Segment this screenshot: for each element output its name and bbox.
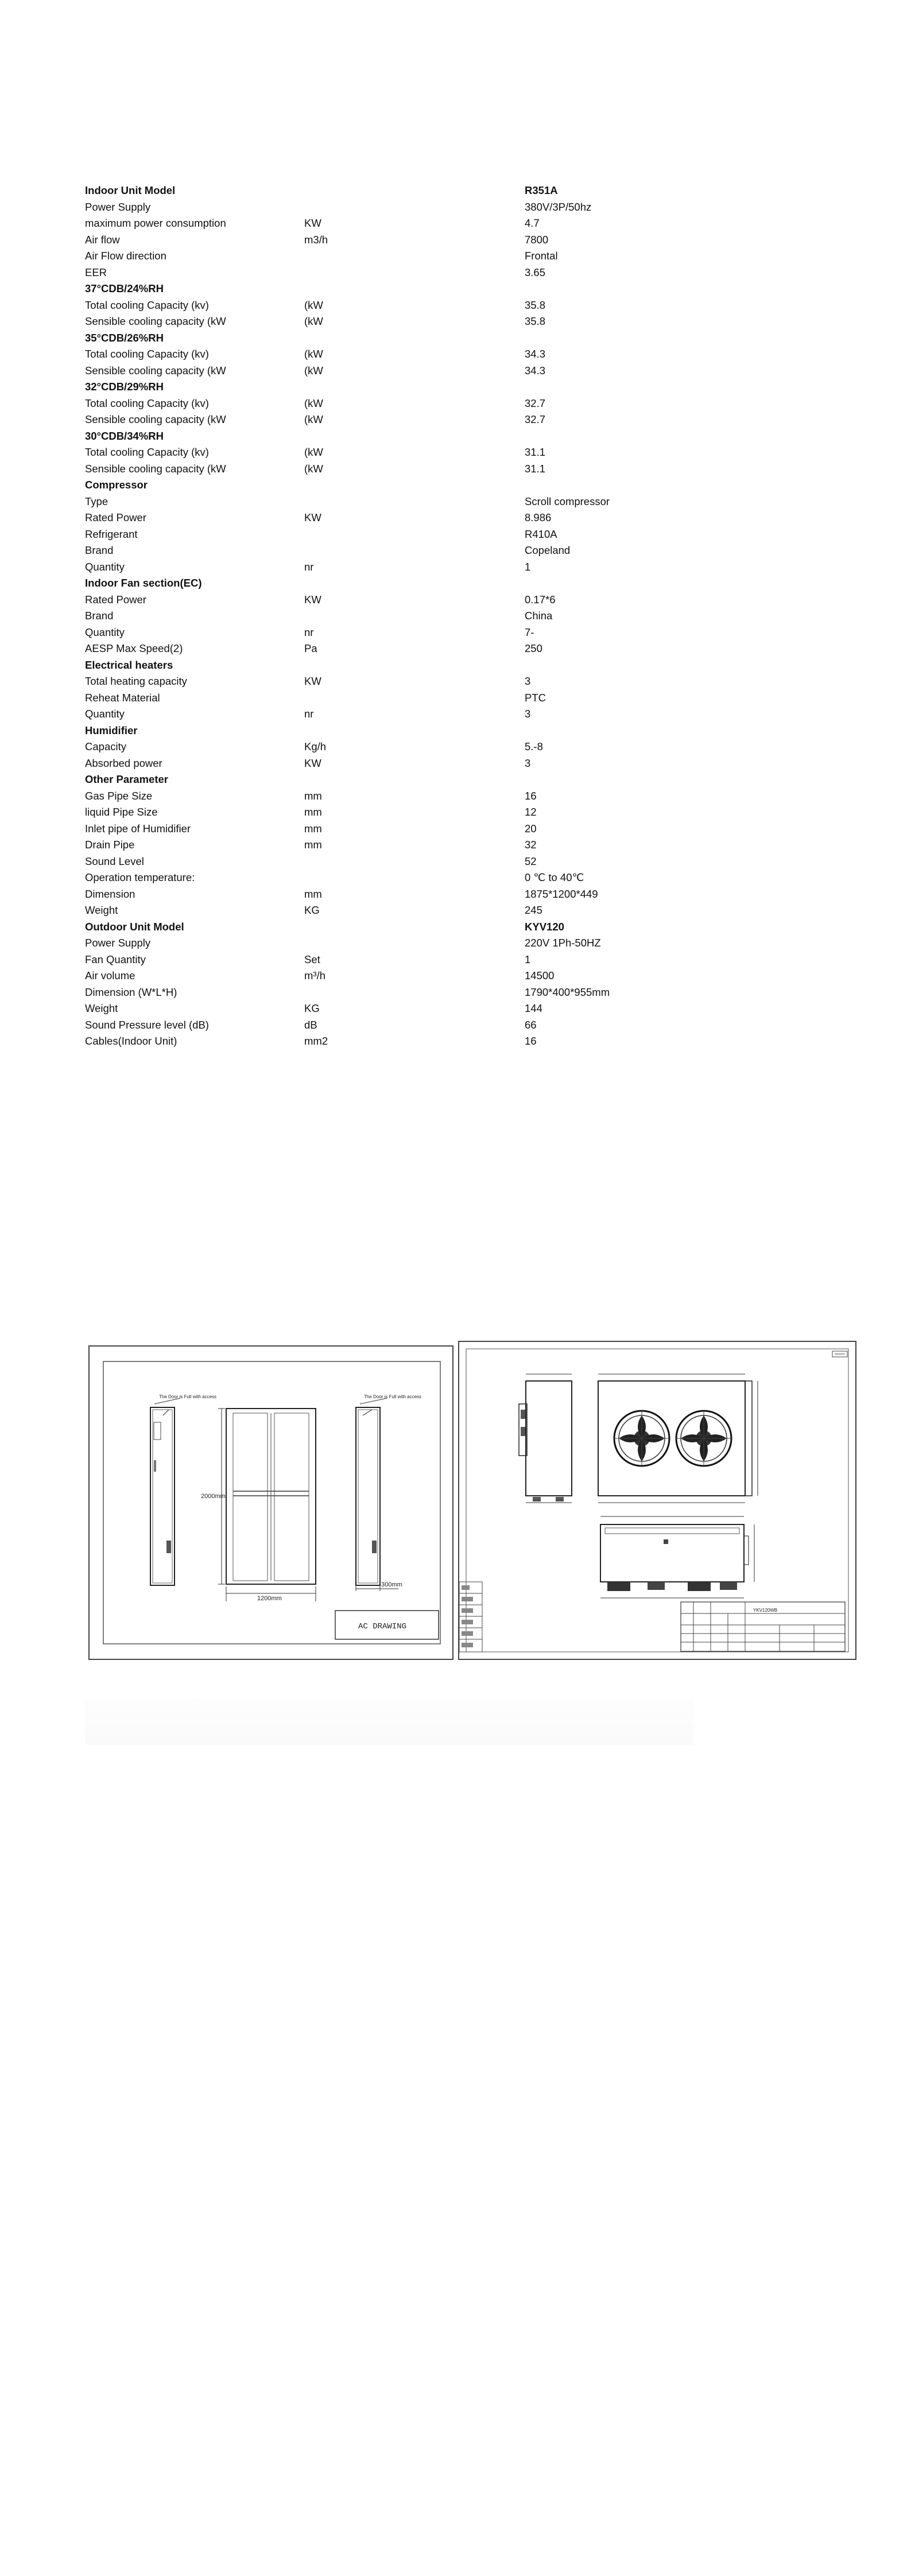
spec-label: Cables(Indoor Unit) bbox=[85, 1035, 177, 1047]
spec-unit: KW bbox=[304, 756, 321, 769]
spec-unit: Set bbox=[304, 953, 320, 965]
spec-unit: nr bbox=[304, 708, 314, 720]
section-header-row bbox=[85, 919, 659, 936]
spec-value: 31.1 bbox=[525, 446, 546, 458]
spec-unit: (kW bbox=[304, 397, 323, 409]
spec-row bbox=[85, 1017, 659, 1034]
spec-label: Capacity bbox=[85, 740, 126, 752]
spec-label: Power Supply bbox=[85, 200, 151, 213]
spec-value: 3 bbox=[525, 675, 531, 687]
spec-value: 245 bbox=[525, 904, 542, 916]
spec-row bbox=[85, 821, 659, 837]
spec-value: 32.7 bbox=[525, 413, 546, 425]
spec-row bbox=[85, 265, 659, 281]
spec-row bbox=[85, 968, 659, 984]
spec-row bbox=[85, 1033, 659, 1050]
spec-label: Reheat Material bbox=[85, 691, 160, 704]
spec-row bbox=[85, 526, 659, 543]
spec-row bbox=[85, 461, 659, 478]
spec-label: Brand bbox=[85, 610, 114, 622]
spec-label: Drain Pipe bbox=[85, 839, 135, 851]
spec-row bbox=[85, 788, 659, 805]
spec-value: 32 bbox=[525, 839, 537, 851]
spec-row bbox=[85, 592, 659, 608]
spec-label: Rated Power bbox=[85, 593, 146, 606]
faint-background-band bbox=[85, 1699, 693, 1745]
spec-label: Weight bbox=[85, 1002, 118, 1014]
spec-row bbox=[85, 559, 659, 576]
section-header-row bbox=[85, 428, 659, 445]
outdoor-title-text: YKV120WB bbox=[753, 1608, 778, 1613]
spec-label: 30°CDB/34%RH bbox=[85, 429, 164, 442]
spec-value: Frontal bbox=[525, 250, 558, 262]
fan-left-icon bbox=[614, 1411, 669, 1466]
title-block-label: AC DRAWING bbox=[358, 1622, 407, 1631]
spec-value: 1790*400*955mm bbox=[525, 986, 610, 998]
spec-label: Quantity bbox=[85, 560, 125, 573]
spec-label: 35°CDB/26%RH bbox=[85, 331, 164, 344]
spec-row bbox=[85, 902, 659, 919]
spec-unit: (kW bbox=[304, 413, 323, 425]
spec-unit: (kW bbox=[304, 315, 323, 327]
spec-label: maximum power consumption bbox=[85, 217, 226, 229]
spec-unit: KW bbox=[304, 675, 321, 687]
spec-value: 8.986 bbox=[525, 511, 552, 523]
spec-value: 32.7 bbox=[525, 397, 546, 409]
spec-value: 144 bbox=[525, 1002, 542, 1014]
spec-label: Absorbed power bbox=[85, 756, 162, 769]
spec-label: liquid Pipe Size bbox=[85, 806, 158, 818]
spec-value: 0 ℃ to 40℃ bbox=[525, 871, 584, 883]
section-header-row bbox=[85, 771, 659, 788]
spec-unit: mm bbox=[304, 839, 322, 851]
spec-row bbox=[85, 215, 659, 232]
section-header-row bbox=[85, 575, 659, 592]
height-dimension-label: 2000mm bbox=[201, 1493, 226, 1500]
width-dimension-label: 1200mm bbox=[257, 1595, 282, 1602]
spec-label: Electrical heaters bbox=[85, 658, 173, 671]
spec-value: 4.7 bbox=[525, 217, 540, 229]
spec-value: R351A bbox=[525, 184, 558, 196]
spec-unit: mm bbox=[304, 822, 322, 835]
spec-value: 3 bbox=[525, 756, 531, 769]
spec-label: Inlet pipe of Humidifier bbox=[85, 822, 191, 835]
spec-label: Dimension (W*L*H) bbox=[85, 986, 177, 998]
spec-value: 31.1 bbox=[525, 462, 546, 475]
spec-label: Total cooling Capacity (kv) bbox=[85, 348, 209, 360]
section-header-row bbox=[85, 281, 659, 297]
spec-unit: mm bbox=[304, 887, 322, 900]
spec-value: 1 bbox=[525, 953, 531, 965]
spec-unit: (kW bbox=[304, 298, 323, 311]
spec-row bbox=[85, 641, 659, 657]
spec-row bbox=[85, 870, 659, 886]
spec-unit: (kW bbox=[304, 364, 323, 377]
spec-label: Refrigerant bbox=[85, 527, 138, 540]
spec-label: Other Parameter bbox=[85, 773, 168, 785]
spec-value: PTC bbox=[525, 691, 546, 704]
spec-label: Indoor Fan section(EC) bbox=[85, 577, 202, 589]
spec-row bbox=[85, 804, 659, 821]
spec-value: 16 bbox=[525, 789, 537, 802]
spec-label: Sensible cooling capacity (kW bbox=[85, 364, 226, 377]
spec-value: 35.8 bbox=[525, 315, 546, 327]
spec-label: Air flow bbox=[85, 233, 120, 246]
outdoor-unit-drawing bbox=[458, 1341, 856, 1660]
spec-unit: Pa bbox=[304, 642, 317, 654]
spec-value: 0.17*6 bbox=[525, 593, 556, 606]
spec-row bbox=[85, 624, 659, 641]
spec-unit: KG bbox=[304, 904, 320, 916]
spec-label: Air Flow direction bbox=[85, 250, 166, 262]
spec-row bbox=[85, 837, 659, 854]
spec-value: 34.3 bbox=[525, 364, 546, 377]
spec-row bbox=[85, 297, 659, 314]
spec-label: Weight bbox=[85, 904, 118, 916]
spec-value: 220V 1Ph-50HZ bbox=[525, 937, 601, 949]
indoor-unit-drawing bbox=[88, 1345, 453, 1660]
spec-unit: mm bbox=[304, 806, 322, 818]
spec-label: Total heating capacity bbox=[85, 675, 187, 687]
indoor-drawing-svg bbox=[88, 1345, 453, 1660]
spec-label: Brand bbox=[85, 544, 114, 556]
spec-label: Quantity bbox=[85, 626, 125, 638]
outdoor-drawing-svg bbox=[458, 1341, 856, 1660]
spec-label: Indoor Unit Model bbox=[85, 184, 176, 196]
spec-unit: mm bbox=[304, 789, 322, 802]
spec-unit: m³/h bbox=[304, 969, 325, 981]
section-header-row bbox=[85, 723, 659, 739]
spec-row bbox=[85, 935, 659, 952]
spec-label: Rated Power bbox=[85, 511, 146, 523]
spec-label: Sound Pressure level (dB) bbox=[85, 1018, 209, 1031]
spec-value: 250 bbox=[525, 642, 542, 654]
spec-value: 20 bbox=[525, 822, 537, 835]
spec-label: Fan Quantity bbox=[85, 953, 146, 965]
spec-value: Copeland bbox=[525, 544, 571, 556]
spec-label: Sound Level bbox=[85, 855, 144, 867]
spec-label: Sensible cooling capacity (kW bbox=[85, 315, 226, 327]
spec-label: Gas Pipe Size bbox=[85, 789, 153, 802]
spec-value: China bbox=[525, 610, 553, 622]
spec-row bbox=[85, 706, 659, 723]
spec-row bbox=[85, 984, 659, 1001]
spec-row bbox=[85, 608, 659, 624]
fan-right-icon bbox=[676, 1411, 731, 1466]
spec-value: KYV120 bbox=[525, 920, 564, 933]
section-header-row bbox=[85, 330, 659, 347]
spec-row bbox=[85, 248, 659, 265]
spec-value: 12 bbox=[525, 806, 537, 818]
spec-unit: (kW bbox=[304, 446, 323, 458]
section-header-row bbox=[85, 477, 659, 494]
spec-row bbox=[85, 510, 659, 526]
spec-label: Humidifier bbox=[85, 724, 138, 736]
spec-value: 52 bbox=[525, 855, 537, 867]
spec-value: 3 bbox=[525, 708, 531, 720]
spec-row bbox=[85, 854, 659, 870]
spec-value: R410A bbox=[525, 527, 557, 540]
spec-label: 37°CDB/24%RH bbox=[85, 282, 164, 294]
spec-label: Total cooling Capacity (kv) bbox=[85, 298, 209, 311]
spec-row bbox=[85, 412, 659, 428]
spec-unit: (kW bbox=[304, 462, 323, 475]
spec-value: 14500 bbox=[525, 969, 555, 981]
spec-row bbox=[85, 395, 659, 412]
spec-unit: m3/h bbox=[304, 233, 328, 246]
spec-label: Sensible cooling capacity (kW bbox=[85, 462, 226, 475]
section-header-row bbox=[85, 657, 659, 674]
spec-value: 7800 bbox=[525, 233, 549, 246]
spec-unit: nr bbox=[304, 626, 314, 638]
depth-dimension-label: 300mm bbox=[381, 1581, 402, 1588]
spec-value: 5.-8 bbox=[525, 740, 543, 752]
spec-row bbox=[85, 494, 659, 510]
spec-unit: (kW bbox=[304, 348, 323, 360]
spec-row bbox=[85, 542, 659, 559]
spec-row bbox=[85, 199, 659, 216]
spec-unit: dB bbox=[304, 1018, 317, 1031]
spec-value: 380V/3P/50hz bbox=[525, 200, 592, 213]
spec-unit: Kg/h bbox=[304, 740, 327, 752]
spec-table bbox=[85, 183, 659, 1050]
spec-value: 3.65 bbox=[525, 266, 546, 278]
spec-value: 1875*1200*449 bbox=[525, 887, 598, 900]
spec-row bbox=[85, 690, 659, 707]
spec-value: 34.3 bbox=[525, 348, 546, 360]
spec-value: 7- bbox=[525, 626, 534, 638]
spec-label: Quantity bbox=[85, 708, 125, 720]
spec-value: 16 bbox=[525, 1035, 537, 1047]
spec-value: 66 bbox=[525, 1018, 537, 1031]
spec-row bbox=[85, 232, 659, 249]
spec-row bbox=[85, 886, 659, 903]
door-note-right: The Door is Full with access bbox=[364, 1394, 422, 1399]
spec-label: Type bbox=[85, 495, 108, 507]
spec-label: AESP Max Speed(2) bbox=[85, 642, 183, 654]
spec-label: Dimension bbox=[85, 887, 135, 900]
spec-row bbox=[85, 363, 659, 379]
spec-label: Operation temperature: bbox=[85, 871, 195, 883]
spec-label: Outdoor Unit Model bbox=[85, 920, 184, 933]
section-header-row bbox=[85, 379, 659, 395]
spec-row bbox=[85, 673, 659, 690]
spec-unit: KG bbox=[304, 1002, 320, 1014]
spec-unit: mm2 bbox=[304, 1035, 328, 1047]
spec-value: 1 bbox=[525, 560, 531, 573]
section-header-row bbox=[85, 183, 659, 199]
spec-label: Sensible cooling capacity (kW bbox=[85, 413, 226, 425]
spec-unit: nr bbox=[304, 560, 314, 573]
spec-row bbox=[85, 755, 659, 772]
spec-row bbox=[85, 313, 659, 330]
spec-value: 35.8 bbox=[525, 298, 546, 311]
spec-label: Total cooling Capacity (kv) bbox=[85, 446, 209, 458]
spec-value: Scroll compressor bbox=[525, 495, 610, 507]
spec-label: Air volume bbox=[85, 969, 135, 981]
spec-row bbox=[85, 346, 659, 363]
spec-unit: KW bbox=[304, 593, 321, 606]
spec-row bbox=[85, 952, 659, 968]
spec-row bbox=[85, 444, 659, 461]
spec-label: Total cooling Capacity (kv) bbox=[85, 397, 209, 409]
spec-row bbox=[85, 739, 659, 755]
door-note-left: The Door is Full with access bbox=[159, 1394, 217, 1399]
spec-label: EER bbox=[85, 266, 107, 278]
spec-label: Power Supply bbox=[85, 937, 151, 949]
spec-unit: KW bbox=[304, 217, 321, 229]
spec-label: Compressor bbox=[85, 479, 148, 491]
spec-label: 32°CDB/29%RH bbox=[85, 381, 164, 393]
spec-unit: KW bbox=[304, 511, 321, 523]
spec-row bbox=[85, 1000, 659, 1017]
